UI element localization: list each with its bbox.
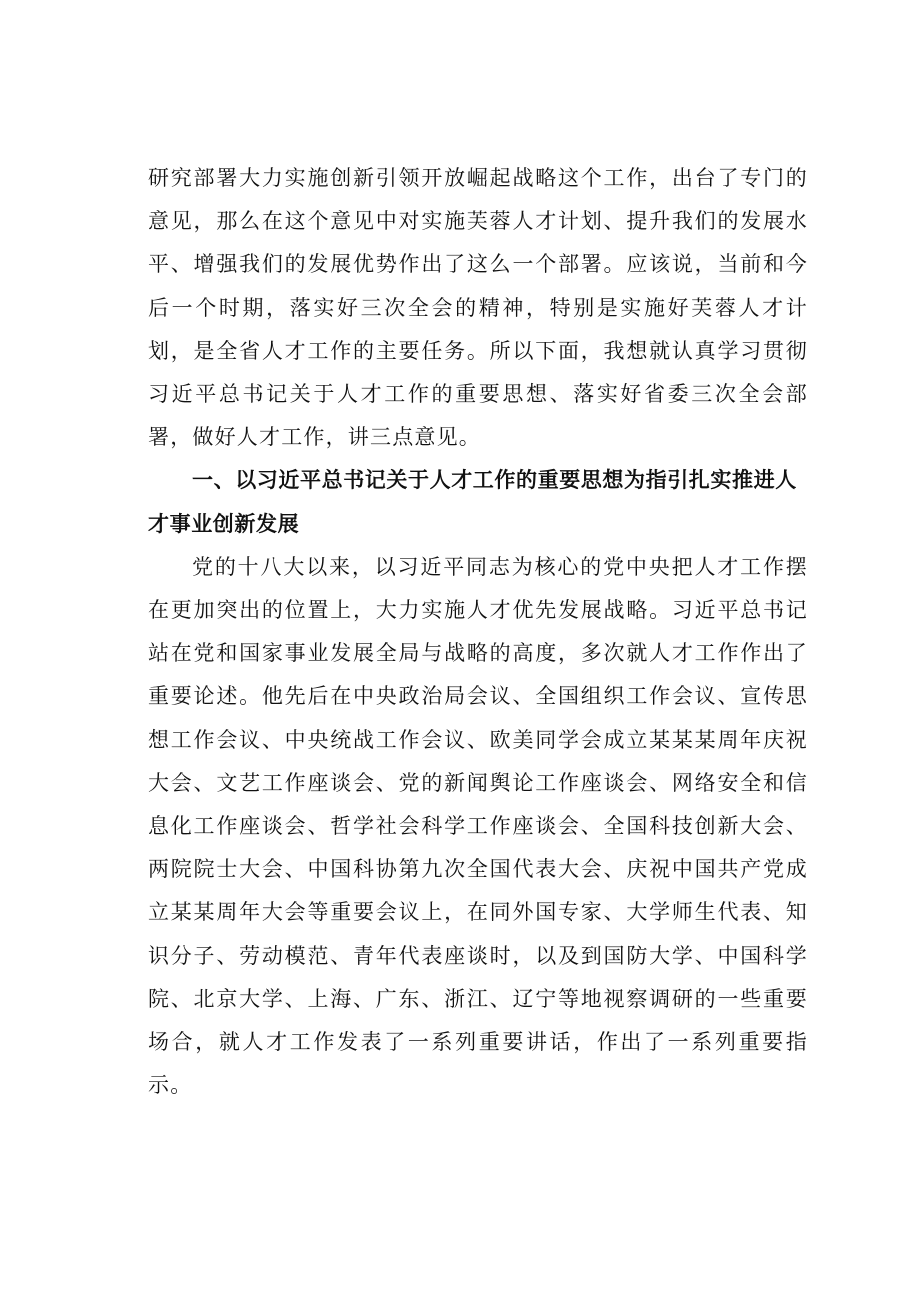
- section-heading: 一、以习近平总书记关于人才工作的重要思想为指引扎实推进人才事业创新发展: [148, 468, 797, 536]
- paragraph-intro: 研究部署大力实施创新引领开放崛起战略这个工作，出台了专门的意见，那么在这个意见中对实施芙蓉人才计划、提升我们的发展水平、增强我们的发展优势作出了这么一个部署。应该说，当前和今后一个时期，落实好三次全会的精神，特别是实施好芙蓉人才计划，是全省人才工作的主要任务。所以下面，我想就认真学习贯彻习近平总书记关于人才工作的重要思想、落实好省委三次全会部署，做好人才工作，讲三点意见。: [148, 166, 808, 450]
- paragraph-body: 党的十八大以来，以习近平同志为核心的党中央把人才工作摆在更加突出的位置上，大力实施人才优先发展战略。习近平总书记站在党和国家事业发展全局与战略的高度，多次就人才工作作出了重要论述。他先后在中央政治局会议、全国组织工作会议、宣传思想工作会议、中央统战工作会议、欧美同学会成立某某某周年庆祝大会、文艺工作座谈会、党的新闻舆论工作座谈会、网络安全和信息化工作座谈会、哲学社会科学工作座谈会、全国科技创新大会、两院院士大会、中国科协第九次全国代表大会、庆祝中国共产党成立某某周年大会等重要会议上，在同外国专家、大学师生代表、知识分子、劳动模范、青年代表座谈时，以及到国防大学、中国科学院、北京大学、上海、广东、浙江、辽宁等地视察调研的一些重要场合，就人才工作发表了一系列重要讲话，作出了一系列重要指示。: [148, 554, 808, 1098]
- document-body: [148, 157, 808, 1107]
